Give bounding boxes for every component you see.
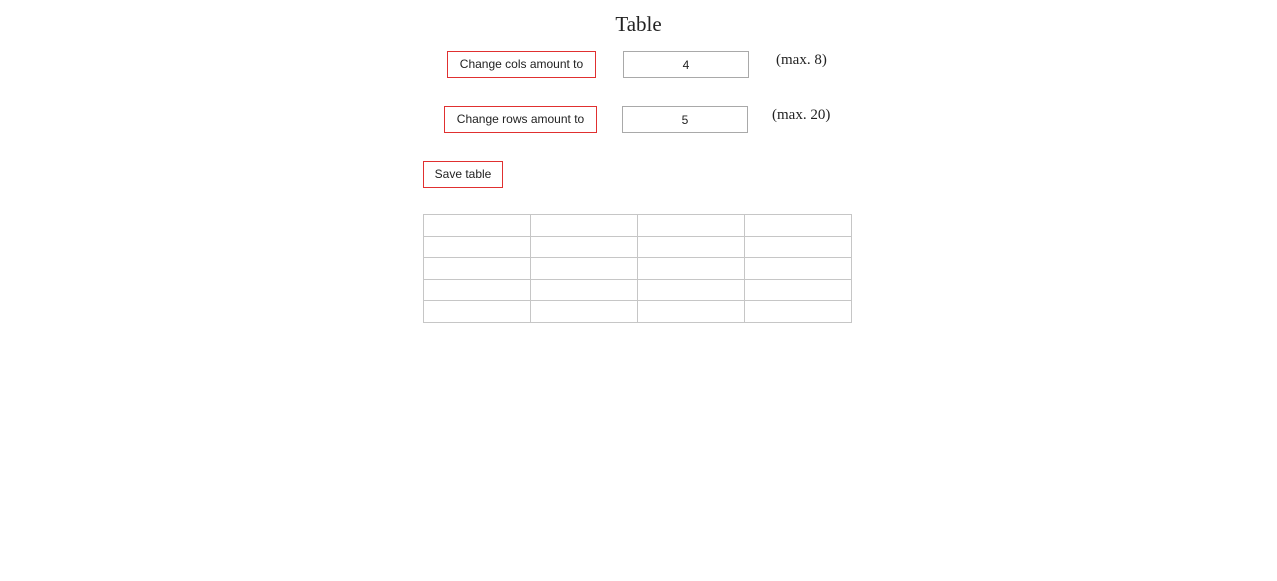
rows-max-hint: (max. 20)	[772, 107, 831, 123]
table-cell[interactable]	[638, 258, 745, 280]
table-cell[interactable]	[745, 258, 852, 280]
cols-max-hint: (max. 8)	[776, 52, 827, 68]
table-cell[interactable]	[531, 258, 638, 280]
table-body	[424, 215, 852, 323]
cols-amount-input[interactable]	[623, 51, 749, 78]
table-cell[interactable]	[745, 279, 852, 301]
table-cell[interactable]	[424, 258, 531, 280]
table-cell[interactable]	[424, 236, 531, 258]
change-cols-button[interactable]: Change cols amount to	[447, 51, 596, 78]
table-cell[interactable]	[745, 236, 852, 258]
table-row	[424, 279, 852, 301]
table-cell[interactable]	[424, 215, 531, 237]
table-cell[interactable]	[638, 301, 745, 323]
table-row	[424, 215, 852, 237]
table-cell[interactable]	[745, 301, 852, 323]
table-cell[interactable]	[638, 215, 745, 237]
table-row	[424, 301, 852, 323]
save-table-button[interactable]: Save table	[423, 161, 503, 188]
table-row	[424, 258, 852, 280]
rows-amount-input[interactable]	[622, 106, 748, 133]
table-cell[interactable]	[531, 215, 638, 237]
table-cell[interactable]	[424, 279, 531, 301]
table-cell[interactable]	[638, 279, 745, 301]
table-cell[interactable]	[531, 236, 638, 258]
table-cell[interactable]	[531, 301, 638, 323]
table-cell[interactable]	[424, 301, 531, 323]
table-cell[interactable]	[638, 236, 745, 258]
change-rows-button[interactable]: Change rows amount to	[444, 106, 597, 133]
editable-table	[423, 214, 852, 323]
page-title: Table	[615, 12, 662, 36]
table-cell[interactable]	[745, 215, 852, 237]
table-row	[424, 236, 852, 258]
table-cell[interactable]	[531, 279, 638, 301]
